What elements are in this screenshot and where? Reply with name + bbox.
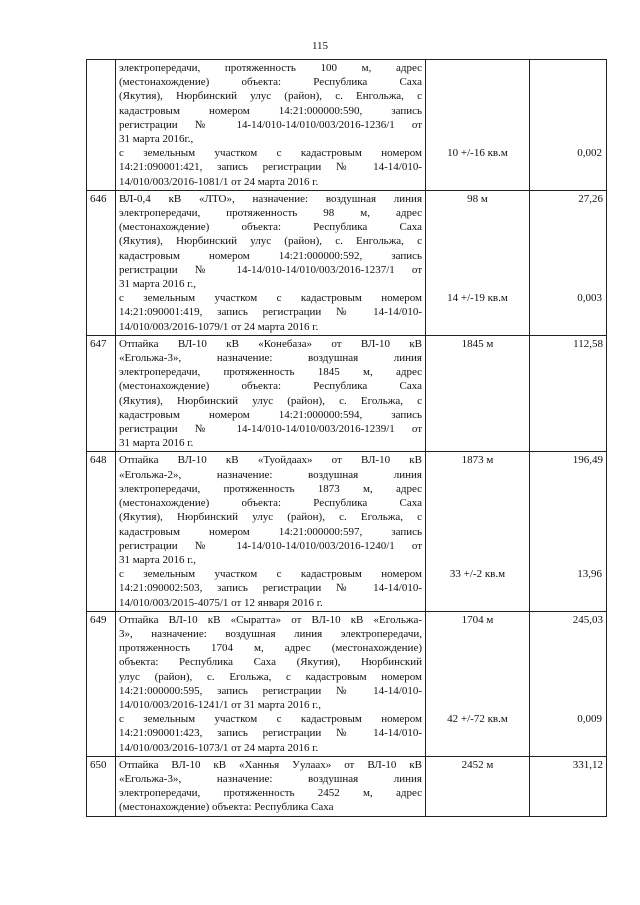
value-cell bbox=[530, 756, 607, 816]
table-row bbox=[87, 611, 607, 756]
description-line: 31 марта 2016 г., bbox=[119, 553, 196, 566]
description-line: «Егольжа-3», назначение: воздушная линия bbox=[119, 352, 422, 365]
object-description bbox=[116, 611, 426, 756]
value-cell bbox=[530, 60, 607, 191]
description-line: с земельным участком с кадастровым номером bbox=[119, 713, 422, 726]
land-plot-value: 13,96 bbox=[577, 568, 602, 581]
extent-cell bbox=[426, 335, 530, 452]
value-cell bbox=[530, 452, 607, 611]
registry-table-body bbox=[87, 60, 607, 817]
description-line: 14:21:090002:503, запись регистрации № 14-14/010- bbox=[119, 582, 422, 595]
description-line: электропередачи, протяженность 100 м, адрес bbox=[119, 62, 422, 74]
extent-cell bbox=[426, 452, 530, 611]
land-plot-area: 42 +/-72 кв.м bbox=[447, 713, 508, 726]
description-line: (Якутия), Нюрбинский улус (район), с. Енгольжа, с bbox=[119, 90, 422, 103]
description-line: регистрации № 14-14/010-14/010/003/2016-1237/1 от bbox=[119, 263, 422, 276]
extent-length: 1873 м bbox=[461, 454, 494, 467]
description-line: Отпайка ВЛ-10 кВ «Сыратта» от ВЛ-10 кВ «Егольжа- bbox=[119, 613, 422, 626]
description-line: 14/010/003/2015-4075/1 от 12 января 2016 г. bbox=[119, 596, 323, 609]
description-line: с земельным участком с кадастровым номером bbox=[119, 568, 422, 581]
land-plot-value: 0,002 bbox=[577, 147, 602, 160]
description-line: электропередачи, протяженность 1873 м, адрес bbox=[119, 482, 422, 495]
page-number: 115 bbox=[311, 40, 329, 52]
extent-length bbox=[429, 61, 526, 75]
description-line: электропередачи, протяженность 1845 м, адрес bbox=[119, 366, 422, 379]
description-line: регистрации № 14-14/010-14/010/003/2016-1240/1 от bbox=[119, 539, 422, 552]
description-line: Отпайка ВЛ-10 кВ «Туойдаах» от ВЛ-10 кВ bbox=[119, 454, 422, 467]
description-line: объекта: Республика Саха (Якутия), Нюрбинский bbox=[119, 656, 422, 669]
registry-table bbox=[86, 59, 607, 817]
description-line: «Егольжа-2», назначение: воздушная линия bbox=[119, 468, 422, 481]
description-line: 3», назначение: воздушная линия электропередачи, bbox=[119, 627, 422, 640]
description-line: (местонахождение) объекта: Республика Саха bbox=[119, 801, 334, 814]
line-value: 112,58 bbox=[573, 337, 603, 350]
description-line: «Егольжа-3», назначение: воздушная линия bbox=[119, 772, 422, 785]
description-line: электропередачи, протяженность 2452 м, адрес bbox=[119, 787, 422, 800]
description-line: 31 марта 2016 г. bbox=[119, 437, 194, 450]
description-line: ВЛ-0,4 кВ «ЛТО», назначение: воздушная линия bbox=[119, 192, 422, 205]
description-line: 14:21:000000:595, запись регистрации № 14-14/010- bbox=[119, 684, 422, 697]
row-number bbox=[87, 60, 116, 191]
object-description bbox=[116, 335, 426, 452]
description-line: (местонахождение) объекта: Республика Саха bbox=[119, 76, 422, 89]
land-plot-area: 33 +/-2 кв.м bbox=[449, 568, 506, 581]
description-line: протяженность 1704 м, адрес (местонахождение) bbox=[119, 642, 422, 655]
description-line: (местонахождение) объекта: Республика Саха bbox=[119, 497, 422, 510]
value-cell bbox=[530, 190, 607, 335]
extent-cell bbox=[426, 756, 530, 816]
description-line: Отпайка ВЛ-10 кВ «Ханнья Уулаах» от ВЛ-10 кВ bbox=[119, 758, 422, 771]
description-line: с земельным участком с кадастровым номером bbox=[119, 147, 422, 160]
description-line: 31 марта 2016г., bbox=[119, 133, 194, 146]
land-plot-value: 0,003 bbox=[577, 292, 602, 305]
object-description bbox=[116, 756, 426, 816]
table-row bbox=[87, 190, 607, 335]
object-description bbox=[116, 190, 426, 335]
description-line: электропередачи, протяженность 98 м, адрес bbox=[119, 207, 422, 220]
description-line: кадастровым номером 14:21:000000:592, запись bbox=[119, 249, 422, 262]
table-row bbox=[87, 756, 607, 816]
description-line: 14/010/003/2016-1241/1 от 31 марта 2016 г., bbox=[119, 698, 322, 711]
description-line: 14:21:090001:421, запись регистрации № 14-14/010- bbox=[119, 161, 422, 174]
description-line: регистрации № 14-14/010-14/010/003/2016-1239/1 от bbox=[119, 423, 422, 436]
value-cell bbox=[530, 335, 607, 452]
description-line: кадастровым номером 14:21:000000:594, запись bbox=[119, 408, 422, 421]
line-value: 27,26 bbox=[578, 192, 603, 205]
object-description bbox=[116, 60, 426, 191]
description-line: (местонахождение) объекта: Республика Саха bbox=[119, 380, 422, 393]
extent-length: 98 м bbox=[467, 192, 488, 205]
description-line: Отпайка ВЛ-10 кВ «Конебаза» от ВЛ-10 кВ bbox=[119, 337, 422, 350]
extent-length: 1704 м bbox=[461, 613, 494, 626]
line-value: 331,12 bbox=[572, 758, 603, 771]
extent-cell bbox=[426, 60, 530, 191]
value-cell bbox=[530, 611, 607, 756]
description-line: (Якутия), Нюрбинский улус (район), с. Егольжа, с bbox=[119, 511, 422, 524]
description-line: 31 марта 2016 г., bbox=[119, 278, 196, 291]
row-number: 649 bbox=[87, 611, 116, 756]
description-line: 14/010/003/2016-1073/1 от 24 марта 2016 г. bbox=[119, 741, 319, 754]
line-value bbox=[533, 61, 603, 75]
extent-cell bbox=[426, 190, 530, 335]
description-line: 14:21:090001:423, запись регистрации № 14-14/010- bbox=[119, 727, 422, 740]
table-row bbox=[87, 60, 607, 191]
table-row bbox=[87, 452, 607, 611]
description-line: кадастровым номером 14:21:000000:597, запись bbox=[119, 525, 422, 538]
description-line: регистрации № 14-14/010-14/010/003/2016-1236/1 от bbox=[119, 118, 422, 131]
land-plot-area: 10 +/-16 кв.м bbox=[447, 147, 508, 160]
description-line: с земельным участком с кадастровым номером bbox=[119, 292, 422, 305]
row-number: 646 bbox=[87, 190, 116, 335]
row-number: 647 bbox=[87, 335, 116, 452]
description-line: 14/010/003/2016-1079/1 от 24 марта 2016 г. bbox=[119, 320, 319, 333]
description-line: 14/010/003/2016-1081/1 от 24 марта 2016 г. bbox=[119, 175, 319, 188]
description-line: кадастровым номером 14:21:000000:590, запись bbox=[119, 104, 422, 117]
description-line: (Якутия), Нюрбинский улус (район), с. Енгольжа, с bbox=[119, 235, 422, 248]
description-line: (Якутия), Нюрбинский улус (район), с. Егольжа, с bbox=[119, 394, 422, 407]
row-number: 648 bbox=[87, 452, 116, 611]
description-line: улус (район), с. Егольжа, с кадастровым номером bbox=[119, 670, 422, 683]
row-number: 650 bbox=[87, 756, 116, 816]
land-plot-value: 0,009 bbox=[577, 713, 602, 726]
extent-length: 2452 м bbox=[461, 758, 494, 771]
land-plot-area: 14 +/-19 кв.м bbox=[447, 292, 508, 305]
description-line: (местонахождение) объекта: Республика Саха bbox=[119, 221, 422, 234]
description-line: 14:21:090001:419, запись регистрации № 14-14/010- bbox=[119, 306, 422, 319]
extent-length: 1845 м bbox=[461, 337, 494, 350]
extent-cell bbox=[426, 611, 530, 756]
line-value: 245,03 bbox=[572, 613, 603, 626]
table-row bbox=[87, 335, 607, 452]
line-value: 196,49 bbox=[572, 454, 603, 467]
object-description bbox=[116, 452, 426, 611]
